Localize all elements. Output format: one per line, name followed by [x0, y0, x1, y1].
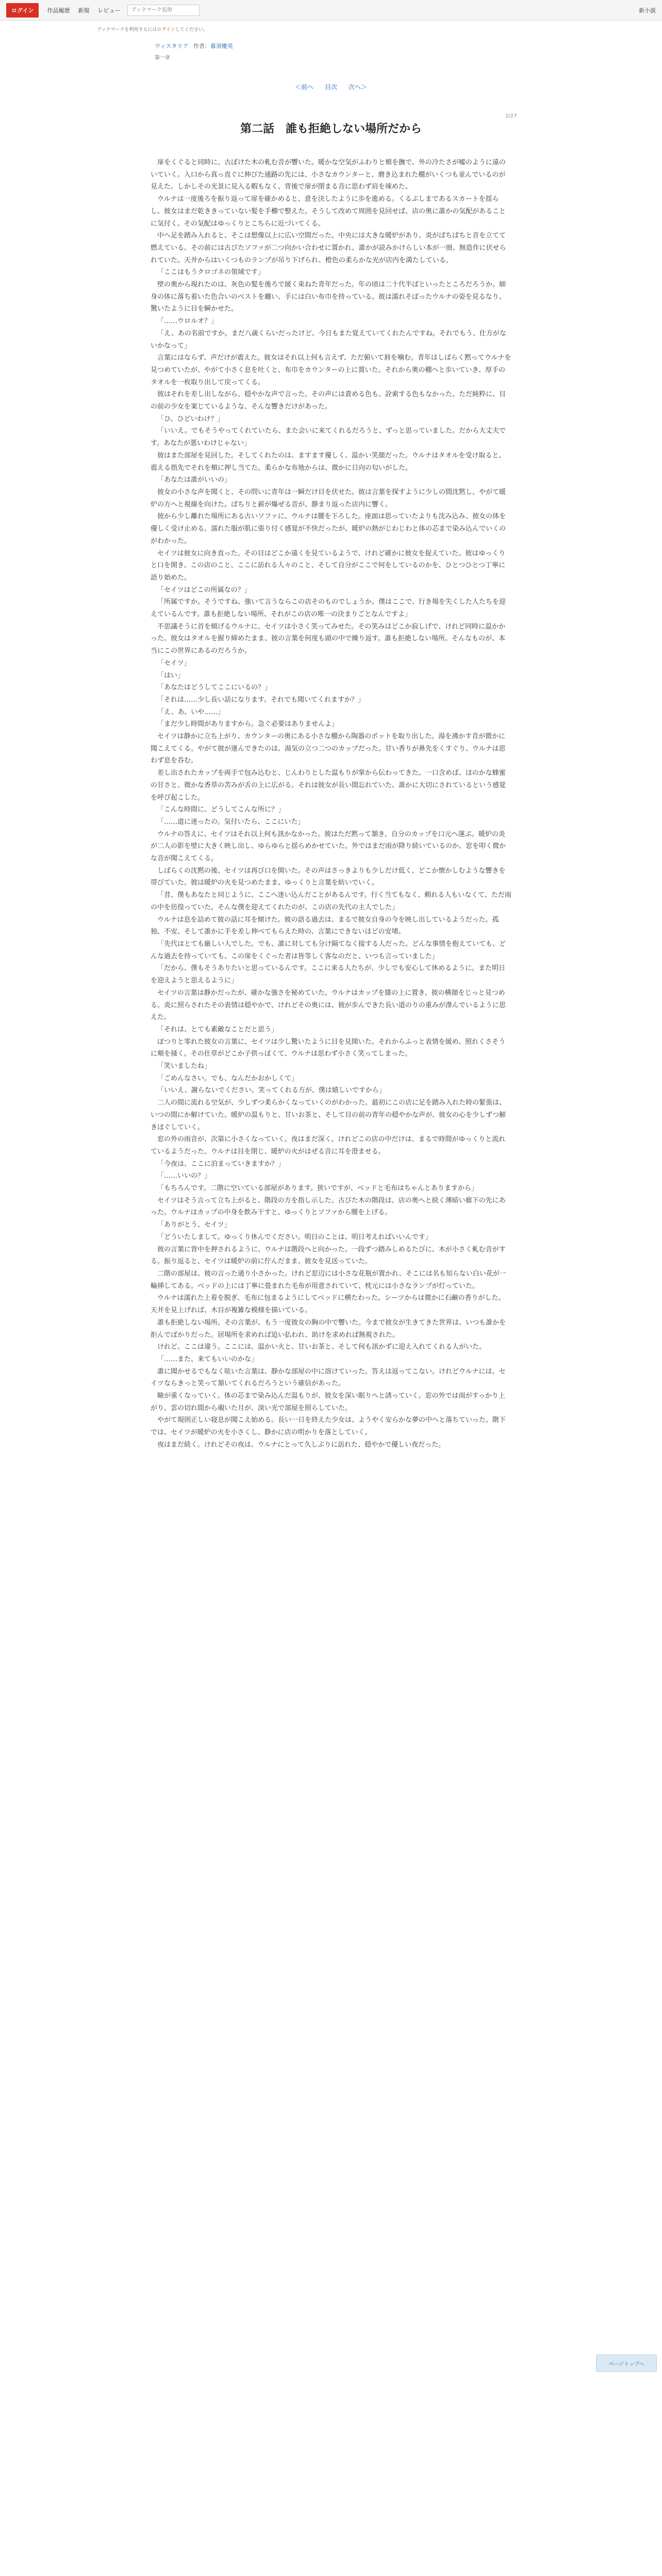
top-right-link[interactable]: 新小説	[639, 7, 656, 14]
nav-link-history[interactable]: 作品履歴	[47, 7, 70, 14]
body-paragraph: 差し出されたカップを両手で包み込むと、じんわりとした温もりが掌から伝わってきた。一口含めば、ほのかな蜂蜜の甘さと、微かな香草の苦みが舌の上に広がる。それは彼女が長い間忘れていた、誰かに大切にされているという感覚を呼び起こした。	[151, 769, 506, 802]
pager-top	[0, 82, 662, 91]
login-button[interactable]: ログイン	[6, 3, 39, 18]
login-notice-text: ブックマークを利用するには	[97, 27, 157, 32]
next-link[interactable]: 次へ＞	[349, 83, 368, 91]
author-prefix: 作者：	[193, 43, 210, 49]
body-paragraph: 「え、あの名前ですか。まだ八歳くらいだったけど、今日もまた覚えていてくれたんですね。それでもう、仕方がないかなって」	[151, 329, 506, 350]
body-paragraph: 彼女の小さな声を聞くと、その問いに青年は一瞬だけ目を伏せた。彼は言葉を探すように少しの間沈黙し、やがて暖炉の方へと視線を向けた。ぱちりと薪が爆ぜる音が、静まり返った店内に響く。	[151, 488, 506, 509]
novel-body	[151, 157, 511, 1451]
body-paragraph: 「それは……少し長い話になります。それでも聞いてくれますか？」	[157, 696, 365, 704]
body-paragraph: 「あなたはどうしてここにいるの？」	[157, 684, 272, 692]
body-paragraph: ウルナは濡れた上着を脱ぎ、毛布に包まるようにしてベッドに横たわった。シーツからは微かに石鹸の香りがした。天井を見上げれば、木目が複雑な模様を描いている。	[151, 1294, 505, 1315]
body-paragraph: セイツは静かに立ち上がり、カウンターの奥にある小さな棚から陶器のポットを取り出した。湯を沸かす音が微かに聞こえてくる。やがて彼が運んできたのは、湯気の立つ二つのカップだった。甘い香りが鼻先をくすぐり、ウルナは思わず息を呑む。	[151, 733, 506, 765]
body-paragraph: 中へ足を踏み入れると、そこは想像以上に広い空間だった。中央には大きな暖炉があり、炎がぱちぱちと音を立てて燃えている。その前には古びたソファが二つ向かい合わせに置かれ、誰かが読みかけらしい本が一冊、無造作に伏せられていた。天井からはいくつものランプが吊り下げられ、橙色の柔らかな光が店内を満たしている。	[151, 232, 506, 264]
body-paragraph: 「いいえ、謝らないでください。笑ってくれる方が、僕は嬉しいですから」	[157, 1087, 386, 1095]
bookmark-add-input[interactable]	[127, 5, 200, 16]
body-paragraph: ウルナは一度後ろを振り返って扉を確かめると、意を決したように歩を進める。くるぶしまであるスカートを揺らし、彼女はまだ乾ききっていない髪を手櫛で整えた。そうして改めて周囲を見回せば、店の奥に誰かの気配があることに気付く。その気配はゆっくりとこちらに近づいてくる。	[151, 195, 506, 228]
body-paragraph: 「はい」	[157, 671, 185, 680]
body-paragraph: 瞼が重くなっていく。体の芯まで染み込んだ温もりが、彼女を深い眠りへと誘っていく。窓の外では雨がすっかり上がり、雲の切れ間から覗いた月が、淡い光で部屋を照らしていた。	[151, 1392, 505, 1412]
body-paragraph: 「所属ですか。そうですね、強いて言うならこの店そのものでしょうか。僕はここで、行き場を失くした人たちを迎えているんです。誰も拒絶しない場所、それがこの店の唯一の決まりごとなんですよ」	[151, 598, 506, 619]
body-paragraph: 「どういたしまして。ゆっくり休んでください。明日のことは、明日考えればいいんです」	[157, 1233, 432, 1241]
body-paragraph: 言葉にはならず、声だけが震えた。彼女はそれ以上何も言えず、ただ俯いて唇を噛む。青年はしばらく黙ってウルナを見つめていたが、やがて小さく息を吐くと、布巾をカウンターの上に置いた。それから奥の棚へと歩いていき、厚手のタオルを一枚取り出して戻ってくる。	[151, 354, 511, 386]
body-paragraph: 「あなたは誰がいいの」	[157, 476, 231, 484]
body-paragraph: 「ここはもうクロゴネの領域です」	[157, 268, 265, 277]
body-paragraph: 扉をくぐると同時に、古ぼけた木の軋む音が響いた。暖かな空気がふわりと頬を撫で、外の冷たさが嘘のように遠のいていく。入口から真っ直ぐに伸びた通路の先には、小さなカウンターと、磨き込まれた棚がいくつも並んでいるのが見えた。しかしその光景に見入る暇もなく、背後で扉が閉まる音に思わず肩を竦めた。	[151, 159, 506, 191]
page-count: 2/27	[505, 113, 517, 119]
body-paragraph: ウルナは息を詰めて彼の話に耳を傾けた。彼の語る過去は、まるで彼女自身の今を映し出しているようだった。孤独、不安、そして誰かに手を差し伸べてもらえた時の、言葉にできないほどの安堵。	[151, 916, 499, 936]
body-paragraph: 「セイツはどこの所属なの？」	[157, 586, 251, 594]
body-paragraph: セイツは彼女に向き直った。その目はどこか遠くを見ているようで、けれど確かに彼女を捉えていた。彼はゆっくりと口を開き、この店のこと、ここに訪れる人々のこと、そして自分がここで何をしているのかを、ひとつひとつ丁寧に語り始めた。	[151, 549, 506, 582]
body-paragraph: セイツはそう言って立ち上がると、階段の方を指し示した。古びた木の階段は、店の奥へと続く薄暗い廊下の先にあった。ウルナはカップの中身を飲み干すと、ゆっくりとソファから腰を上げる。	[151, 1196, 506, 1217]
body-paragraph: ぽつりと零れた彼女の言葉に、セイツは少し驚いたように目を見開いた。それからふっと表情を緩め、照れくさそうに頬を掻く。その仕草がどこか子供っぽくて、ウルナは思わず小さく笑ってしまった。	[151, 1038, 506, 1058]
body-paragraph: 「昔、僕もあなたと同じように、ここへ迷い込んだことがあるんです。行く当てもなく、頼れる人もいなくて、ただ雨の中を彷徨っていた。そんな僕を迎えてくれたのが、この店の先代の主人でした」	[151, 891, 511, 911]
body-paragraph: 「……いいの？」	[157, 1172, 211, 1180]
body-paragraph: 「……ウロルオ？」	[157, 317, 218, 326]
body-paragraph: 「……道に迷ったの。気付いたら、ここにいた」	[157, 818, 305, 826]
body-paragraph: けれど、ここは違う。ここには、温かい火と、甘いお茶と、そして何も訊かずに迎え入れてくれる人がいた。	[157, 1343, 486, 1351]
body-paragraph: セイツの言葉は静かだったが、確かな強さを秘めていた。ウルナはカップを膝の上に置き、彼の横顔をじっと見つめる。炎に照らされたその表情は穏やかで、けれどその奥には、彼が歩んできた長い道のりの重みが滲んでいるように思えた。	[151, 989, 506, 1022]
body-paragraph: 「ごめんなさい。でも、なんだかおかしくて」	[157, 1074, 299, 1082]
body-paragraph: 「だから、僕もそうありたいと思っているんです。ここに来る人たちが、少しでも安心して休めるように。また明日を迎えようと思えるように」	[151, 964, 505, 985]
body-paragraph: 「今夜は、ここに泊まっていきますか？」	[157, 1160, 285, 1168]
work-header	[0, 32, 662, 50]
body-paragraph: 彼はまた部屋を見回した。そしてくれたのは、ますます優しく、温かい笑顔だった。ウルナはタオルを受け取ると、震える指先でそれを頬に押し当てた。柔らかな布地からは、微かに日向の匂いがした。	[151, 451, 506, 472]
body-paragraph: 「ひ、ひどいわけ？」	[157, 415, 224, 423]
body-paragraph: やがて規則正しい寝息が聞こえ始める。長い一日を終えた少女は、ようやく安らかな夢の中へと落ちていった。階下では、セイツが暖炉の火を小さくし、静かに店の明かりを落としていく。	[151, 1416, 506, 1437]
page-top-button[interactable]: ページトップへ	[596, 2354, 657, 2372]
body-paragraph: 「え、あ、いや……」	[157, 708, 225, 716]
body-paragraph: しばらくの沈黙の後、セイツは再び口を開いた。その声はさっきよりも少しだけ低く、どこか懐かしむような響きを帯びていた。彼は暖炉の火を見つめたまま、ゆっくりと言葉を紡いでいく。	[151, 867, 506, 887]
author-info	[193, 43, 233, 49]
body-paragraph: 誰に聞かせるでもなく呟いた言葉は、静かな部屋の中に溶けていった。答えは返ってこない。けれどウルナには、セイツならきっと笑って頷いてくれるだろうという確信があった。	[151, 1367, 506, 1388]
body-paragraph: 「それは、とても素敵なことだと思う」	[157, 1025, 278, 1033]
author-link[interactable]: 暮須慶英	[210, 43, 233, 49]
login-notice-suffix: してください。	[175, 27, 208, 32]
body-paragraph: 彼はそれを差し出しながら、穏やかな声で言った。その声には責める色も、詮索する色もなかった。ただ純粋に、目の前の少女を案じているような、そんな響きだけがあった。	[151, 391, 506, 411]
body-paragraph: 「笑いましたね」	[157, 1062, 211, 1071]
body-paragraph: 誰も拒絶しない場所。その言葉が、もう一度彼女の胸の中で響いた。今まで彼女が生きてきた世界は、いつも誰かを拒んでばかりだった。居場所を求めれば追い払われ、助けを求めれば無視された。	[151, 1318, 506, 1339]
nav-link-new[interactable]: 新規	[78, 7, 90, 14]
body-paragraph: 「いいえ。でもそうやってくれていたら、また会いに来てくれるだろうと、ずっと思っていました。だから大丈夫です。あなたが悪いわけじゃない」	[151, 427, 506, 448]
body-paragraph: 「ありがとう、セイツ」	[157, 1221, 231, 1229]
chapter-title: 第二話 誰も拒絶しない場所だから	[240, 122, 422, 135]
index-link[interactable]: 目次	[324, 83, 337, 91]
body-paragraph: 「もちろんです。二階に空いている部屋があります。狭いですが、ベッドと毛布はちゃんとありますから」	[157, 1184, 478, 1193]
work-title-link[interactable]: ウィスタリア	[155, 43, 189, 49]
prev-link[interactable]: ＜前へ	[294, 83, 313, 91]
body-paragraph: 「まだ少し時間がありますから。急ぐ必要はありませんよ」	[157, 720, 339, 728]
body-paragraph: 二階の部屋は、彼の言った通り小さかった。けれど窓辺には小さな花瓶が置かれ、そこには名も知らない白い花が一輪挿してある。ベッドの上には丁寧に畳まれた毛布が用意されていて、枕元には小さなランプが灯っていた。	[151, 1269, 506, 1290]
body-paragraph: 「こんな時間に、どうしてこんな所に？」	[157, 806, 285, 814]
top-bar	[0, 0, 662, 21]
nav-link-review[interactable]: レビュー	[97, 7, 121, 14]
body-paragraph: 壁の奥から現れたのは、灰色の髪を後ろで緩く束ねた青年だった。年の頃は二十代半ばといったところだろうか。細身の体に落ち着いた色合いのベストを纏い、手には白い布巾を持っている。彼は濡れそぼったウルナの姿を見るなり、驚いたように目を瞬かせた。	[151, 281, 506, 313]
body-paragraph: 「先代はとても厳しい人でした。でも、誰に対しても分け隔てなく接する人だった。どんな事情を抱えていても、どんな過去を持っていても、この扉をくぐった者は皆等しく客なのだと、いつも言っていました」	[151, 940, 506, 960]
body-paragraph: 彼から少し離れた場所にある古いソファに、ウルナは腰を下ろした。座面は思っていたよりも沈み込み、彼女の体を優しく受け止める。濡れた服が肌に張り付く感覚が不快だったが、暖炉の熱がじわじわと体の芯まで染み込んでいくのがわかった。	[151, 513, 506, 545]
body-paragraph: 窓の外の雨音が、次第に小さくなっていく。夜はまだ深く、けれどこの店の中だけは、まるで時間がゆっくりと流れているようだった。ウルナは目を閉じ、暖炉の火がはぜる音に耳を澄ませる。	[151, 1136, 506, 1156]
body-paragraph: 彼の言葉に背中を押されるように、ウルナは階段へと向かった。一段ずつ踏みしめるたびに、木が小さく軋む音がする。振り返ると、セイツは暖炉の前に佇んだまま、彼女を見送っていた。	[151, 1245, 506, 1266]
login-notice-link[interactable]: ログイン	[157, 27, 175, 32]
body-paragraph: 不思議そうに首を傾げるウルナに、セイツは小さく笑ってみせた。その笑みはどこか寂しげで、けれど同時に温かかった。彼女はタオルを握り締めたまま、彼の言葉を何度も頭の中で繰り返す。誰も拒絶しない場所。そんなものが、本当にこの世界にあるのだろうか。	[151, 622, 505, 655]
body-paragraph: 二人の間に流れる空気が、少しずつ柔らかくなっていくのがわかった。最初にこの店に足を踏み入れた時の緊張は、いつの間にか解けていた。暖炉の温もりと、甘いお茶と、そして目の前の青年の穏やかな声が、彼女の心を少しずつ解きほぐしていく。	[151, 1099, 506, 1131]
login-notice	[0, 21, 662, 32]
body-paragraph: 「セイツ」	[157, 659, 191, 667]
body-paragraph: 夜はまだ続く。けれどその夜は、ウルナにとって久しぶりに訪れた、穏やかで優しい夜だった。	[157, 1440, 445, 1449]
body-paragraph: 「……また、来てもいいのかな」	[157, 1355, 258, 1363]
episode-label: 第一章	[155, 55, 170, 61]
body-paragraph: ウルナの答えに、セイツはそれ以上何も訊かなかった。彼はただ黙って頷き、自分のカップを口元へ運ぶ。暖炉の炎が二人の影を壁に大きく映し出し、ゆらゆらと揺らめかせていた。外ではまだ雨が降り続いているのか、窓を叩く微かな音が聞こえてくる。	[151, 830, 506, 863]
